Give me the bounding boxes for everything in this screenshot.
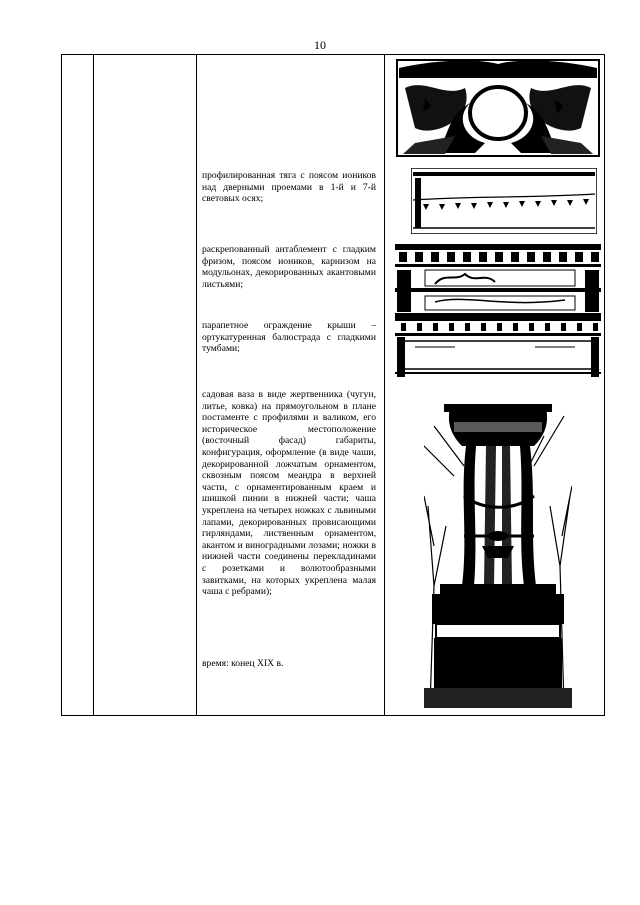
element-description-garden-vase: садовая ваза в виде жертвенника (чугун, литье, ковка) на прямоугольном в плане постаменте с профилями и валиком, его историческое местоположение (восточный фасад) габариты, конфигурация, оформление (в виде чаши, декорированной ложчатым орнаментом, сквозным поясом меандра в верхней части, с орнаментированным краем и шишкой пинии в нижней части; чаша укреплена на четырех ножках с львиными лапами, декорированных провисающими гирляндами, лиственным орнаментом, акантом и виноградными лозами; ножки в нижней части соединены перекладинами с розетками и волютообразными завитками, на которых укреплена малая чаша с ребрами);: [202, 389, 376, 598]
column-divider-3: [384, 54, 385, 716]
table-border-bottom: [61, 715, 605, 716]
ionic-belt-cornice-photo: [411, 168, 597, 234]
garden-vase-altar-photo: [424, 386, 572, 708]
element-description-ionic-belt: профилированная тяга с поясом иоников над дверными проемами в 1-й и 7-й световых осях;: [202, 170, 376, 205]
table-border-left: [61, 54, 62, 716]
table-border-right: [604, 54, 605, 716]
page-number: 10: [314, 38, 326, 52]
table-border-top: [61, 54, 605, 55]
element-description-entablature: раскрепованный антаблемент с гладким фризом, поясом иоников, карнизом на модульонах, декорированных акантовыми листьями;: [202, 244, 376, 290]
entablature-modillion-cornice-photo: [395, 244, 601, 312]
element-description-balustrade: парапетное ограждение крыши – ортукатуренная балюстрада с гладкими тумбами;: [202, 320, 376, 355]
column-divider-1: [93, 54, 94, 716]
element-date-line: время: конец XIX в.: [202, 658, 284, 669]
column-divider-2: [196, 54, 197, 716]
pediment-cartouche-relief-photo: [395, 58, 601, 158]
roof-parapet-balustrade-photo: [395, 313, 601, 379]
